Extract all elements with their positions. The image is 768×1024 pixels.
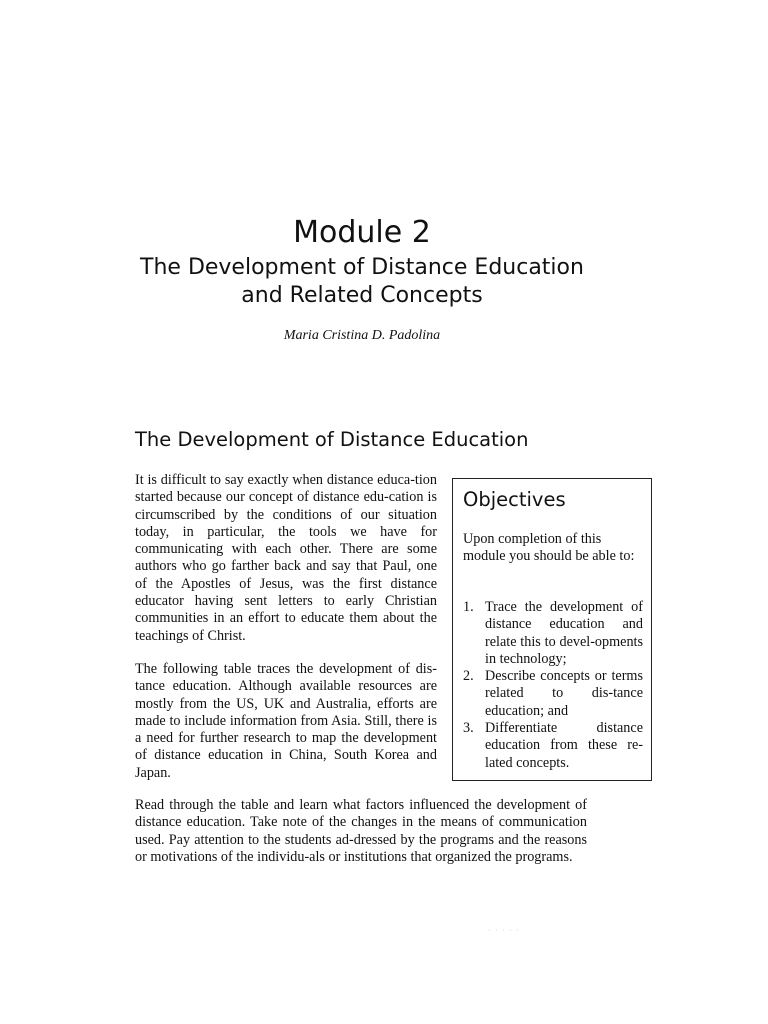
module-subtitle [0, 254, 724, 310]
objective-text: Trace the development of distance education and relate this to devel-opments in technology; [485, 599, 643, 667]
objective-item-3 [463, 720, 643, 772]
module-title: Module 2 [293, 215, 431, 250]
objectives-box [452, 478, 652, 781]
objective-item-1 [463, 599, 643, 668]
objective-text: Describe concepts or terms related to dis-tance education; and [485, 668, 643, 719]
objectives-intro: Upon completion of this module you should be able to: [463, 531, 635, 565]
faint-footer-text: · · · · · [488, 926, 520, 935]
author-name: Maria Cristina D. Padolina [283, 328, 441, 343]
objectives-title: Objectives [463, 488, 566, 511]
objectives-list [463, 599, 643, 772]
body-paragraph-3: Read through the table and learn what factors influenced the development of distance education. Take note of the changes in the means of communication used. Pay attention to the students ad-dressed by the programs and the reasons or motivations of the individu-als or institutions that organized the programs. [135, 797, 587, 865]
objective-number: 3. [463, 720, 474, 737]
objective-text: Differentiate distance education from these re-lated concepts. [485, 720, 643, 771]
module-subtitle-line-2: and Related Concepts [241, 283, 483, 308]
module-subtitle-line-1: The Development of Distance Education [140, 255, 584, 280]
objective-number: 1. [463, 599, 474, 615]
objective-number: 2. [463, 668, 474, 685]
section-heading: The Development of Distance Education [135, 428, 529, 451]
body-paragraph-2: The following table traces the development of dis-tance education. Although available resources are mostly from the US, UK and Australia, efforts are made to include information from Asia. Still, there is a need for further research to map the development of distance education in China, South Korea and Japan. [135, 661, 437, 781]
objective-item-2 [463, 668, 643, 720]
body-paragraph-1: It is difficult to say exactly when distance educa-tion started because our concept of distance edu-cation is circumscribed by the conditions of our situation today, in particular, the tools we have for communicating with each other. There are some authors who go farther back and say that Paul, one of the Apostles of Jesus, was the first distance educator having sent letters to early Christian communities in an effort to educate them about the teachings of Christ. [135, 472, 437, 644]
